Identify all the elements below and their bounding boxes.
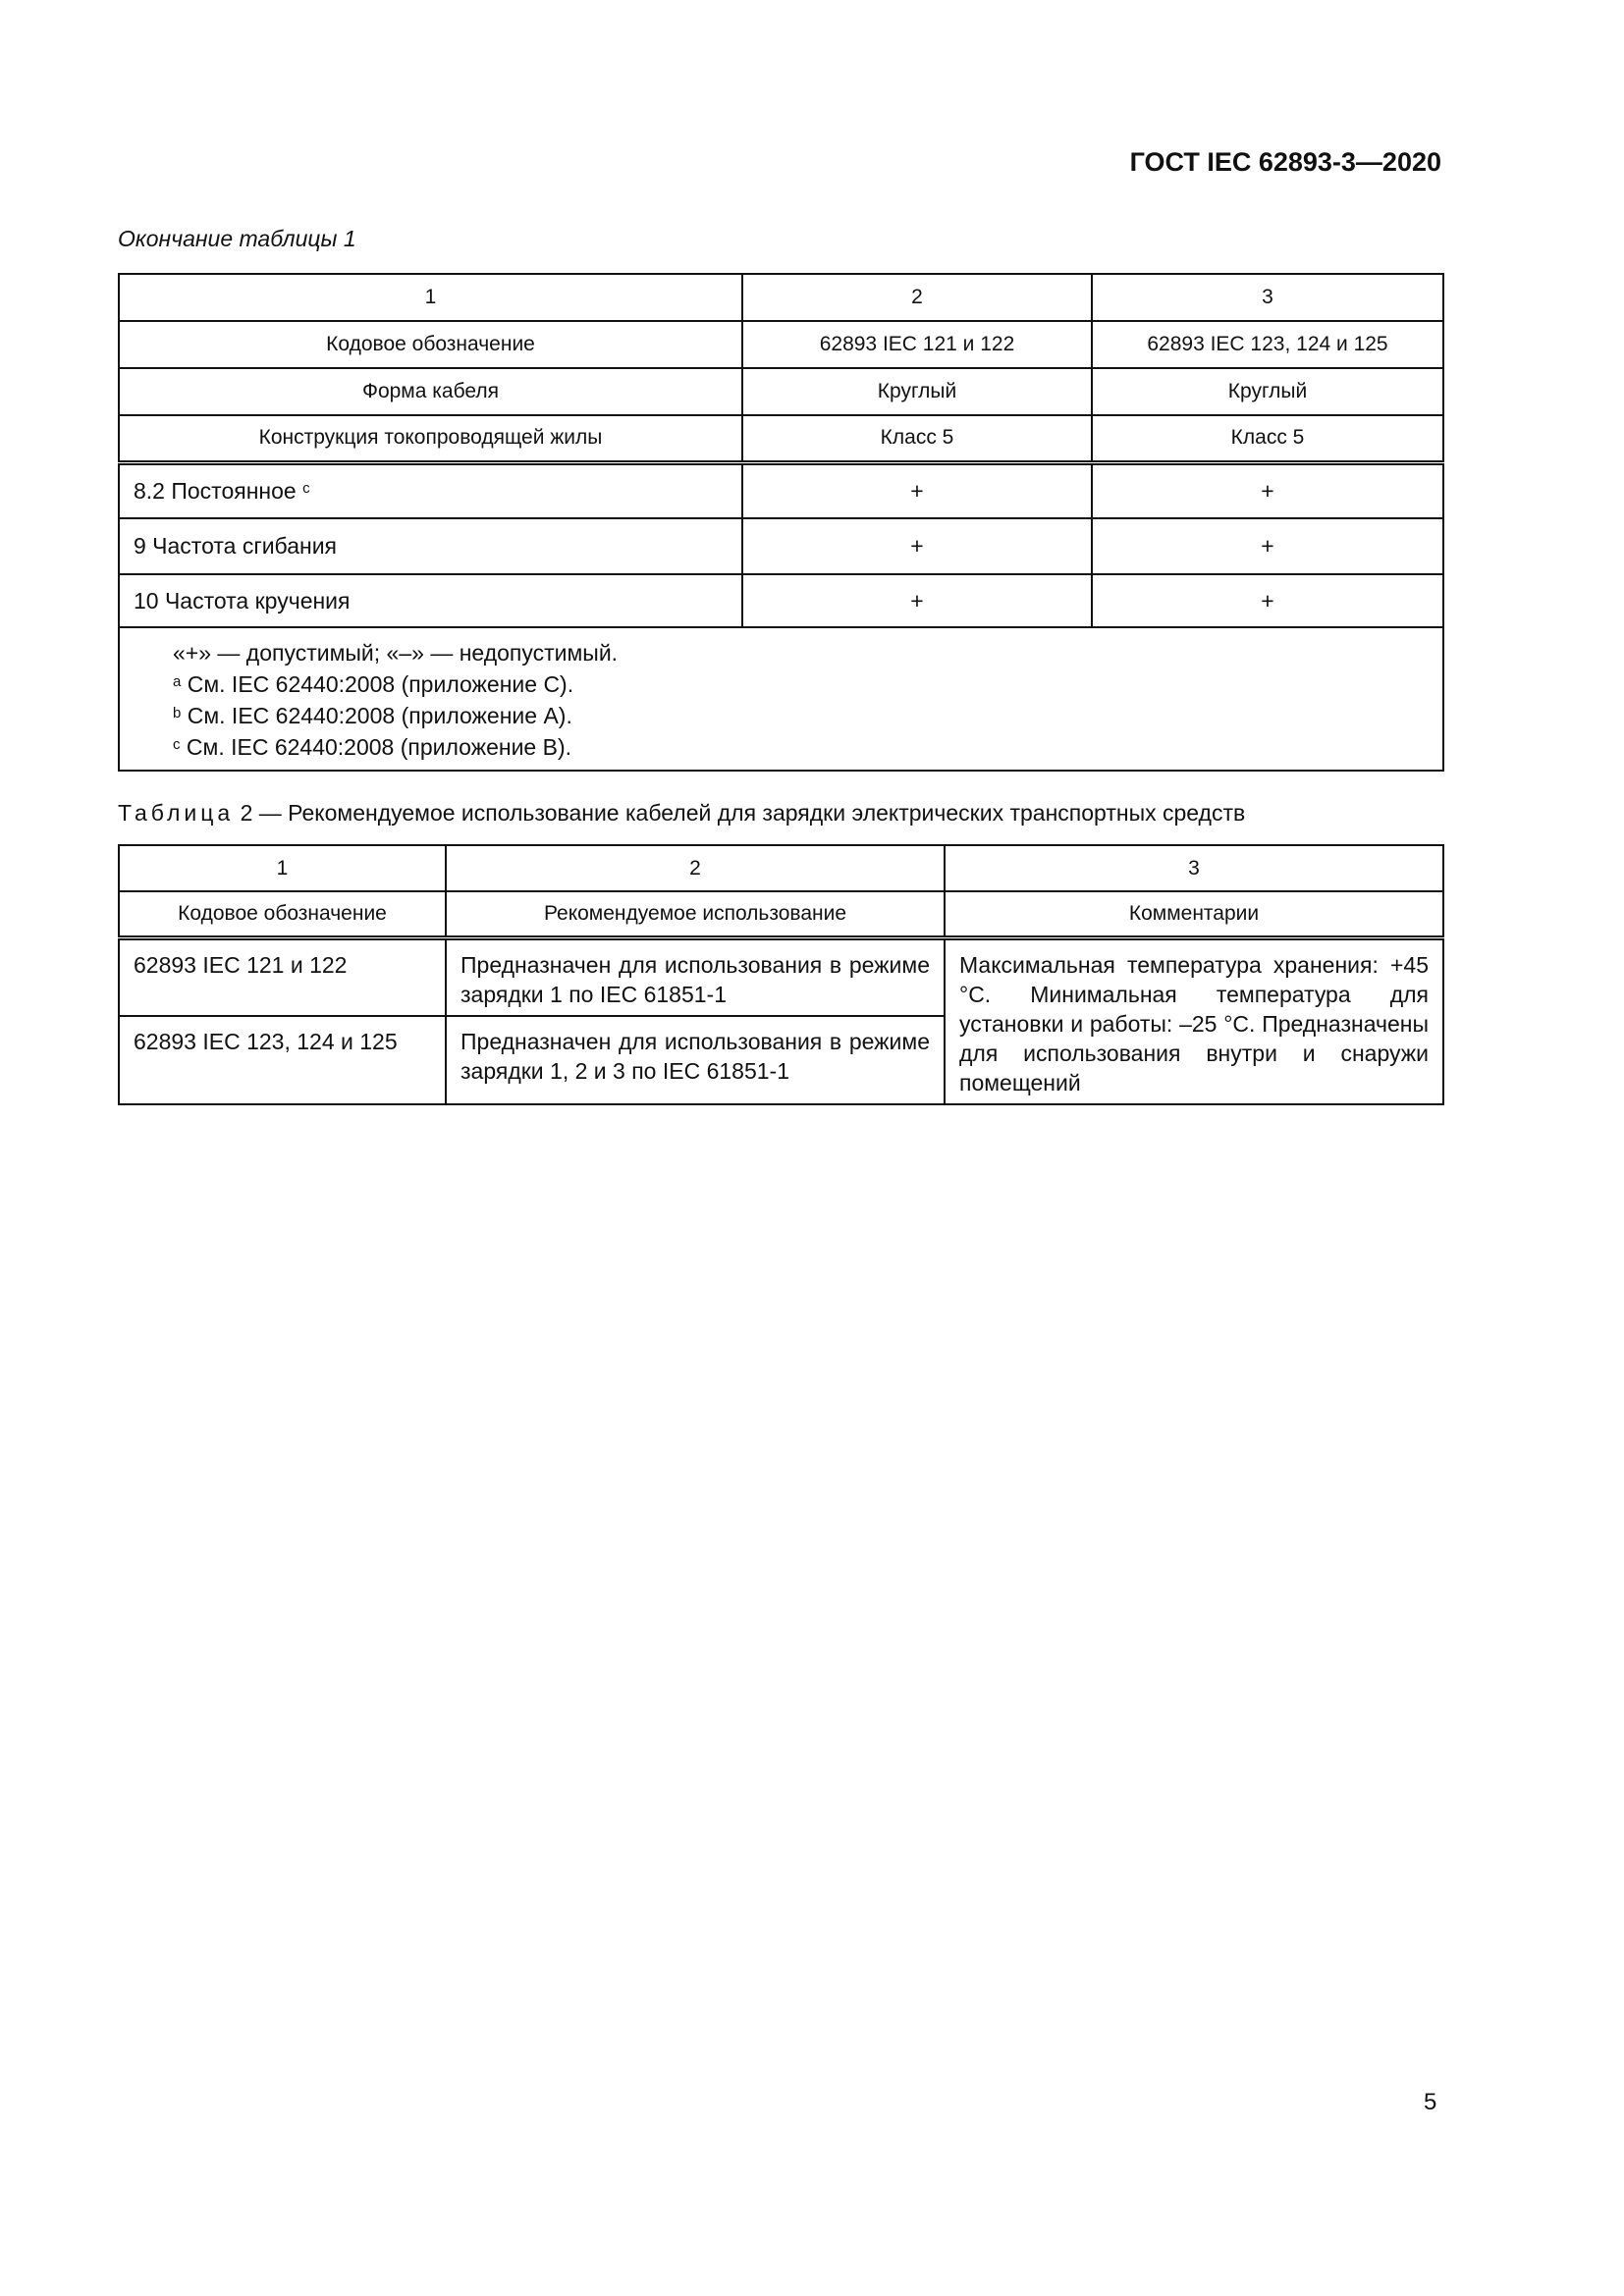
col-number: 3: [1092, 274, 1443, 321]
code-cell: 62893 IEC 123, 124 и 125: [119, 1016, 446, 1104]
footnote-text: См. IEC 62440:2008 (приложение С).: [181, 671, 574, 697]
footnote-b: [173, 699, 1442, 730]
table-cell: Кодовое обозначение: [119, 321, 742, 368]
col-number: 3: [945, 845, 1443, 891]
table1: [118, 273, 1444, 772]
footnote-mark: c: [302, 479, 310, 497]
table-cell: +: [742, 462, 1092, 518]
column-header: Рекомендуемое использование: [446, 891, 945, 937]
table-row: [119, 462, 1443, 518]
table-row: [119, 518, 1443, 574]
table-cell: Круглый: [1092, 368, 1443, 415]
document-header: ГОСТ IEC 62893-3—2020: [1129, 147, 1441, 177]
usage-cell: Предназначен для использования в режиме зарядки 1 по IEC 61851-1: [446, 937, 945, 1016]
footnote-c: [173, 730, 1442, 762]
table-cell: +: [1092, 518, 1443, 574]
table-cell: Конструкция токопроводящей жилы: [119, 415, 742, 462]
table-row: [119, 891, 1443, 937]
table-cell: +: [1092, 462, 1443, 518]
table-row: [119, 845, 1443, 891]
table2: [118, 844, 1444, 1105]
table-cell: 62893 IEC 121 и 122: [742, 321, 1092, 368]
col-number: 1: [119, 274, 742, 321]
row-label: 10 Частота кручения: [119, 574, 742, 627]
page-number: 5: [1424, 2089, 1437, 2115]
table-notes: [119, 627, 1443, 771]
note-legend: «+» — допустимый; «–» — недопустимый.: [173, 640, 619, 666]
table-cell: Форма кабеля: [119, 368, 742, 415]
table-cell: +: [1092, 574, 1443, 627]
table-row: [119, 368, 1443, 415]
table-cell: 62893 IEC 123, 124 и 125: [1092, 321, 1443, 368]
footnote-mark: a: [173, 673, 182, 690]
table1-caption: Окончание таблицы 1: [118, 226, 356, 251]
column-header: Комментарии: [945, 891, 1443, 937]
table-cell: +: [742, 518, 1092, 574]
footnote-mark: b: [173, 705, 182, 721]
usage-cell: Предназначен для использования в режиме зарядки 1, 2 и 3 по IEC 61851-1: [446, 1016, 945, 1104]
table-row: [119, 274, 1443, 321]
footnote-mark: c: [173, 736, 181, 753]
table-row: [119, 574, 1443, 627]
footnote-text: См. IEC 62440:2008 (приложение В).: [180, 734, 571, 760]
caption-word: Таблица: [118, 800, 235, 826]
row-label: [119, 462, 742, 518]
row-label-text: 8.2 Постоянное: [134, 477, 297, 504]
col-number: 2: [742, 274, 1092, 321]
table-row: [119, 321, 1443, 368]
table-cell: Класс 5: [742, 415, 1092, 462]
table-cell: Круглый: [742, 368, 1092, 415]
table-row: [119, 937, 1443, 1016]
footnote-a: [173, 667, 1442, 699]
notes-row: [119, 627, 1443, 771]
footnote-text: См. IEC 62440:2008 (приложение А).: [181, 703, 572, 728]
comment-cell: Максимальная температура хранения: +45 °C. Минимальная температура для установки и работы: –25 °C. Предназначены для использования внутри и снаружи помещений: [945, 937, 1443, 1104]
col-number: 1: [119, 845, 446, 891]
table2-caption: [118, 800, 1245, 827]
column-header: Кодовое обозначение: [119, 891, 446, 937]
row-label: 9 Частота сгибания: [119, 518, 742, 574]
table-cell: Класс 5: [1092, 415, 1443, 462]
code-cell: 62893 IEC 121 и 122: [119, 937, 446, 1016]
table-cell: +: [742, 574, 1092, 627]
col-number: 2: [446, 845, 945, 891]
table-row: [119, 415, 1443, 462]
caption-text: 2 — Рекомендуемое использование кабелей для зарядки электрических транспортных средств: [234, 800, 1246, 826]
